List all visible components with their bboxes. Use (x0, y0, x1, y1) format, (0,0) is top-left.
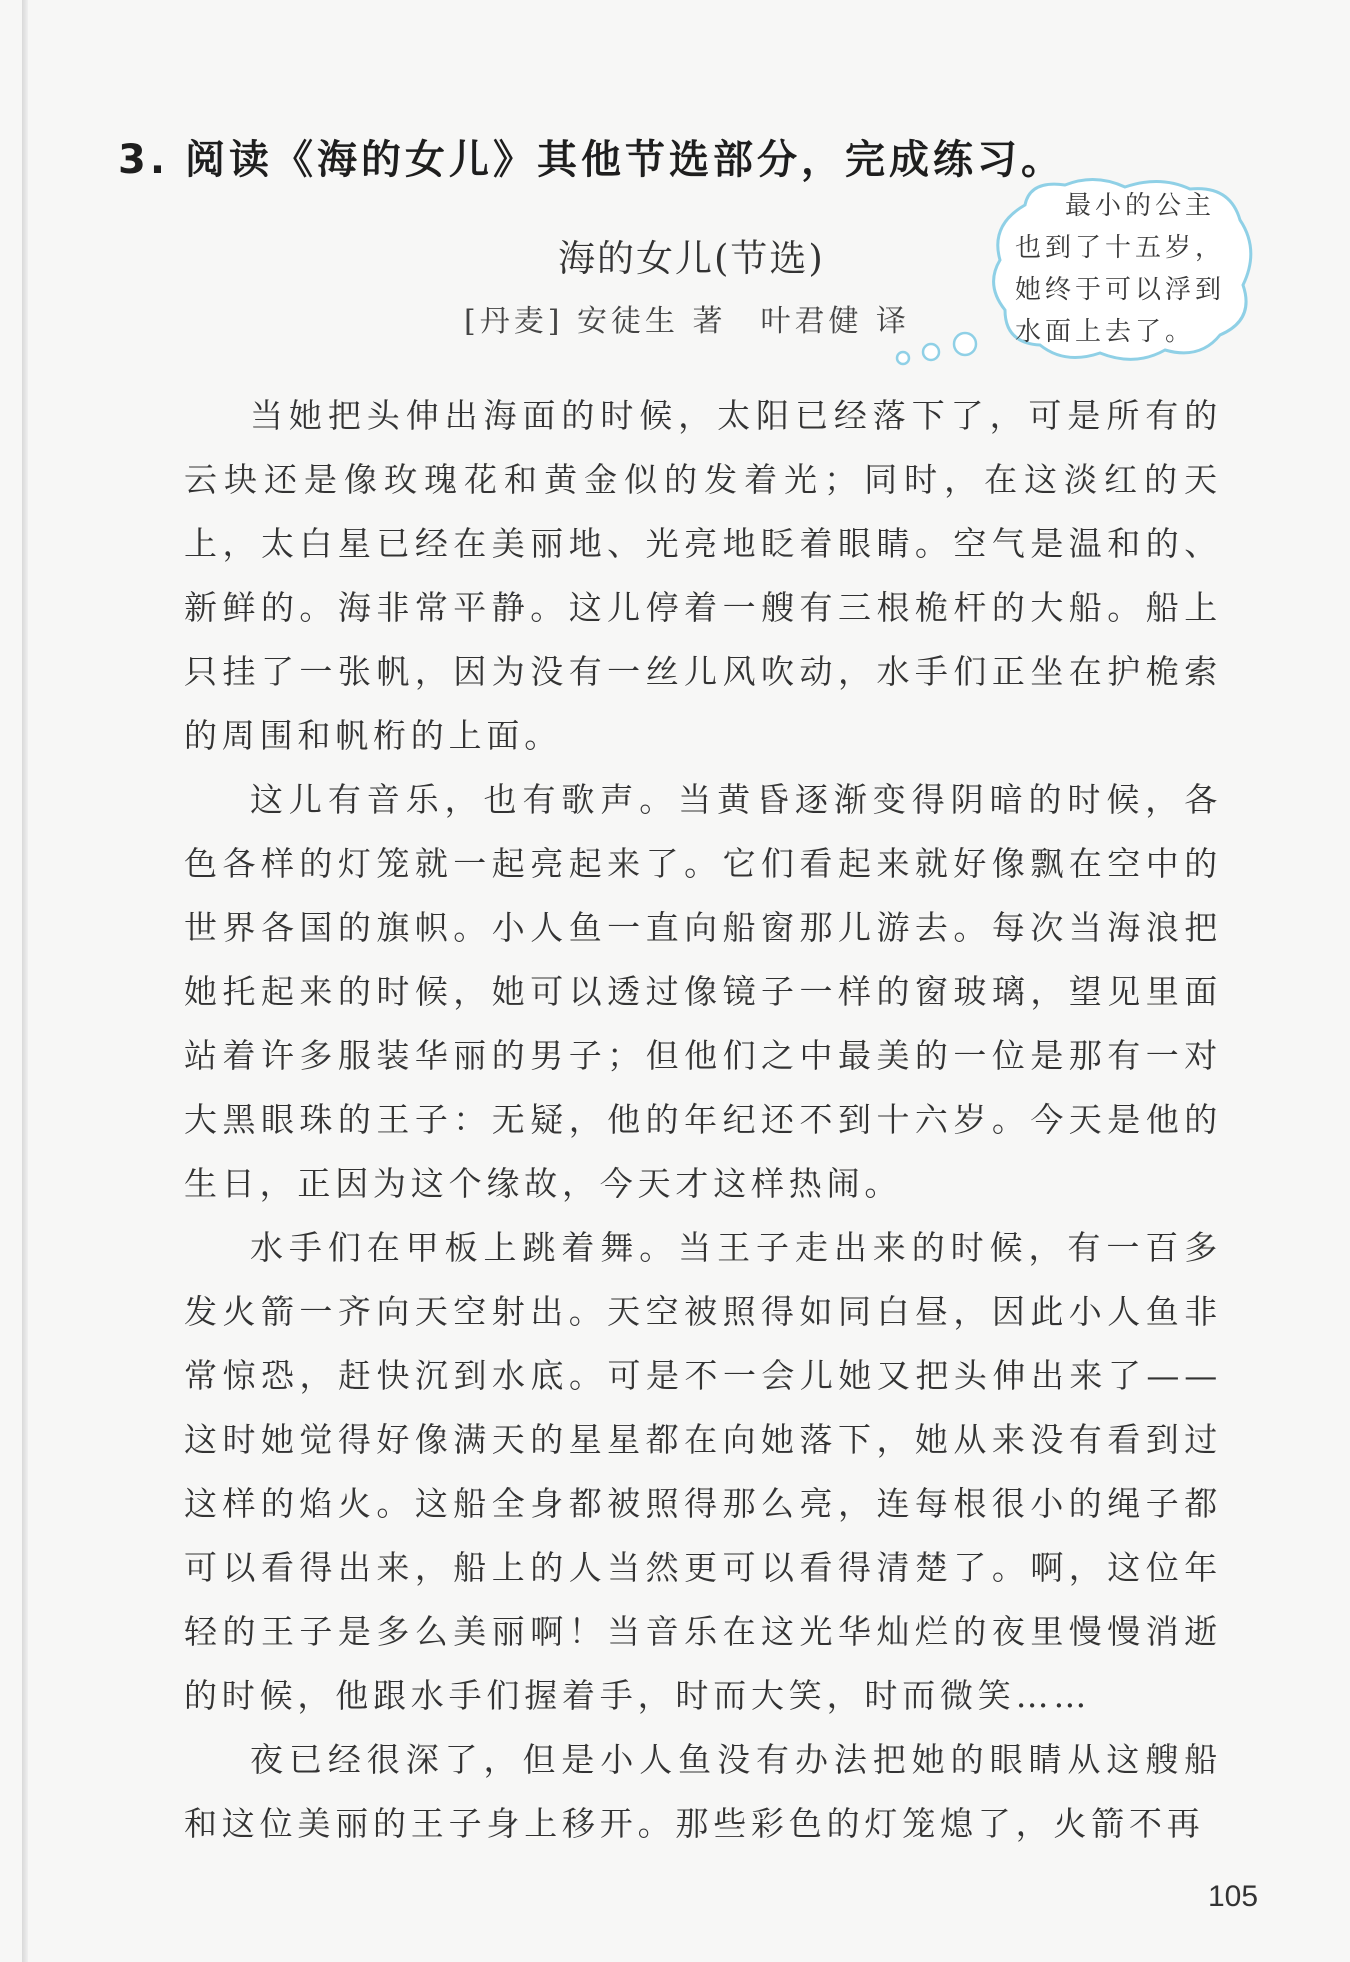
article-title: 海的女儿(节选) (558, 237, 825, 280)
passage (184, 384, 1222, 1856)
article-byline (464, 296, 910, 340)
article-author: [丹麦] 安徒生 著 (464, 304, 727, 339)
bubble-line: 最小的公主 (1065, 191, 1216, 221)
bubble-line: 也到了十五岁， (1015, 233, 1226, 263)
exercise-number: 3. (118, 137, 170, 183)
bubble-line: 水面上去了。 (1015, 317, 1196, 347)
thought-bubble (985, 175, 1257, 370)
exercise-instruction: 阅读《海的女儿》其他节选部分，完成练习。 (185, 137, 1066, 183)
passage-paragraph: 当她把头伸出海面的时候，太阳已经落下了，可是所有的云块还是像玫瑰花和黄金似的发着光；同时，在这淡红的天上，太白星已经在美丽地、光亮地眨着眼睛。空气是温和的、新鲜的。海非常平静。这儿停着一艘有三根桅杆的大船。船上只挂了一张帆，因为没有一丝儿风吹动，水手们正坐在护桅索的周围和帆桁的上面。 (184, 396, 1222, 755)
bubble-tail-dots-icon (895, 330, 985, 370)
exercise-heading (118, 128, 1065, 185)
bubble-line: 她终于可以浮到 (1015, 275, 1226, 305)
article-translator: 叶君健 译 (760, 304, 911, 339)
passage-paragraph: 这儿有音乐，也有歌声。当黄昏逐渐变得阴暗的时候，各色各样的灯笼就一起亮起来了。它们看起来就好像飘在空中的世界各国的旗帜。小人鱼一直向船窗那儿游去。每次当海浪把她托起来的时候，她可以透过像镜子一样的窗玻璃，望见里面站着许多服装华丽的男子；但他们之中最美的一位是那有一对大黑眼珠的王子：无疑，他的年纪还不到十六岁。今天是他的生日，正因为这个缘故，今天才这样热闹。 (184, 780, 1222, 1203)
passage-paragraph: 夜已经很深了，但是小人鱼没有办法把她的眼睛从这艘船和这位美丽的王子身上移开。那些彩色的灯笼熄了，火箭不再 (184, 1740, 1222, 1843)
page-number: 105 (1208, 1880, 1259, 1913)
passage-paragraph: 水手们在甲板上跳着舞。当王子走出来的时候，有一百多发火箭一齐向天空射出。天空被照得如同白昼，因此小人鱼非常惊恐，赶快沉到水底。可是不一会儿她又把头伸出来了——这时她觉得好像满天的星星都在向她落下，她从来没有看到过这样的焰火。这船全身都被照得那么亮，连每根很小的绳子都可以看得出来，船上的人当然更可以看得清楚了。啊，这位年轻的王子是多么美丽啊！当音乐在这光华灿烂的夜里慢慢消逝的时候，他跟水手们握着手，时而大笑，时而微笑…… (184, 1228, 1222, 1715)
thought-bubble-text (1015, 185, 1245, 353)
